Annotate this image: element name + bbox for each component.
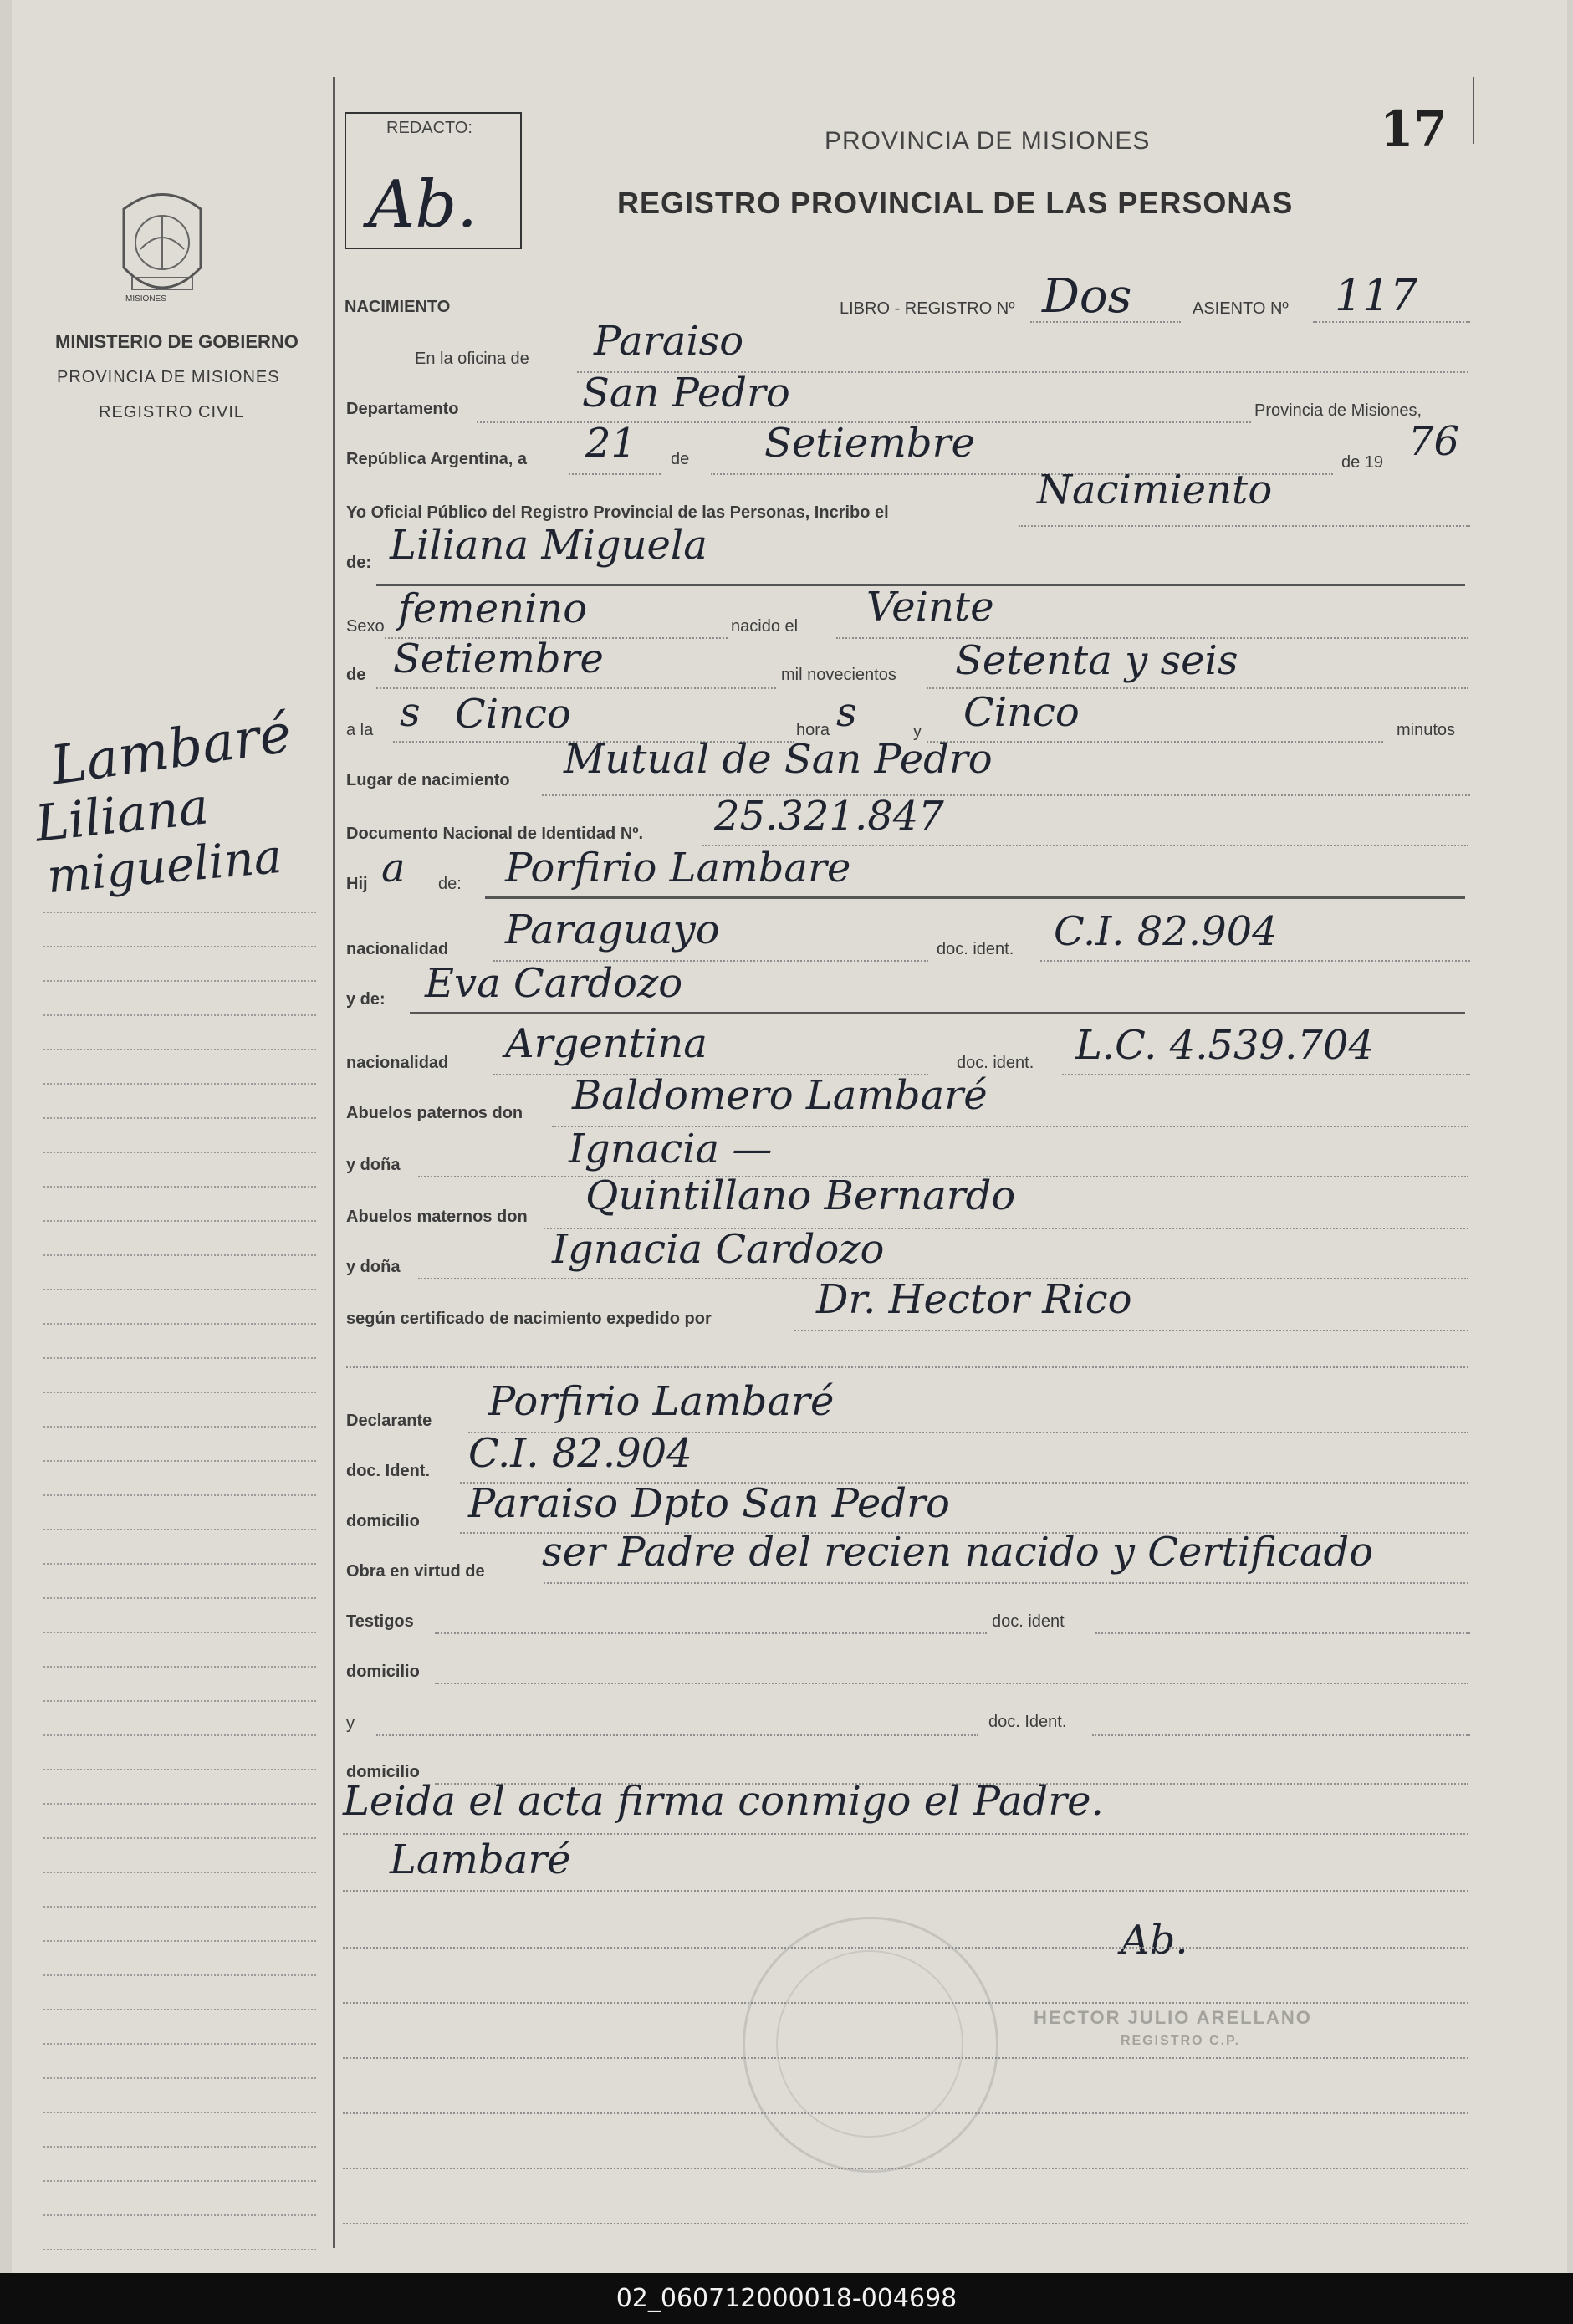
domicilio2-label: domicilio (346, 1663, 420, 1681)
month-value: Setiembre (764, 420, 975, 467)
sexo-value: femenino (398, 585, 588, 632)
field-dotted-line (542, 794, 1470, 796)
margin-ruling (43, 2146, 316, 2148)
testigos-label: Testigos (346, 1612, 414, 1631)
margin-ruling (43, 912, 316, 913)
margin-ruling (43, 2077, 316, 2079)
redacto-initials: Ab. (368, 167, 478, 243)
y-label: y (913, 723, 922, 741)
margin-ruling (43, 1254, 316, 1256)
mother-value: Eva Cardozo (425, 960, 683, 1007)
margin-ruling (43, 1597, 316, 1599)
asiento-label: ASIENTO Nº (1193, 299, 1289, 318)
margin-ruling (43, 1049, 316, 1050)
margin-ruling (43, 1632, 316, 1633)
field-dotted-line (435, 1683, 1468, 1684)
field-dotted-line (1019, 525, 1470, 527)
margin-ruling (43, 2009, 316, 2010)
margin-note-surname: Lambaré (47, 702, 295, 798)
alas-label: a la (346, 721, 374, 739)
certificado-value: Dr. Hector Rico (816, 1276, 1132, 1323)
ydona1-label: y doña (346, 1156, 401, 1174)
field-dotted-line (794, 1330, 1468, 1331)
abuelos-m-label: Abuelos maternos don (346, 1208, 528, 1226)
margin-ruling (43, 1357, 316, 1359)
hij-suffix: a (381, 845, 406, 891)
de2-label: de: (346, 554, 371, 572)
testigos-doc-label: doc. ident (992, 1612, 1065, 1631)
father-value: Porfirio Lambare (505, 845, 851, 891)
field-dotted-line (343, 1890, 1468, 1892)
margin-rule (333, 77, 335, 2248)
field-dotted-line (343, 2168, 1468, 2169)
section-rule (410, 1012, 1465, 1014)
nac1-label: nacionalidad (346, 940, 449, 958)
lugar-label: Lugar de nacimiento (346, 771, 510, 789)
yde-label: y de: (346, 990, 386, 1009)
abuelo-m-value: Quintillano Bernardo (585, 1172, 1016, 1219)
margin-ruling (43, 980, 316, 982)
nacido-value: Veinte (866, 584, 994, 631)
section-rule (485, 896, 1465, 899)
margin-ruling (43, 1529, 316, 1530)
year-label: de 19 (1341, 453, 1384, 472)
field-dotted-line (343, 1833, 1468, 1835)
provincia-label: Provincia de Misiones, (1254, 401, 1422, 420)
de-label: de (671, 450, 690, 468)
doc1-value: C.I. 82.904 (1054, 908, 1278, 955)
field-dotted-line (1040, 960, 1470, 962)
margin-ruling (43, 946, 316, 947)
field-dotted-line (376, 1734, 978, 1736)
official-initials: Ab. (1121, 1917, 1188, 1964)
margin-ruling (43, 1494, 316, 1496)
seal-text: MISIONES (125, 294, 166, 304)
abuelo-p-value: Baldomero Lambaré (572, 1072, 988, 1119)
margin-ruling (43, 1906, 316, 1908)
closing-value: Leida el acta firma conmigo el Padre. (343, 1778, 1104, 1825)
de3-label: de (346, 666, 366, 684)
dni-label: Documento Nacional de Identidad Nº. (346, 825, 644, 843)
docident-value: C.I. 82.904 (468, 1430, 692, 1477)
registry-title: REGISTRO PROVINCIAL DE LAS PERSONAS (617, 186, 1294, 220)
margin-ruling (43, 1700, 316, 1702)
doc3-label: doc. Ident. (988, 1713, 1067, 1731)
hij-de-label: de: (438, 875, 462, 893)
signature-value: Lambaré (390, 1836, 571, 1883)
margin-ruling (43, 1872, 316, 1873)
stamp-name: HECTOR JULIO ARELLANO (1034, 2007, 1312, 2028)
margin-ruling (43, 2112, 316, 2113)
province-title: PROVINCIA DE MISIONES (825, 127, 1151, 155)
page-number: 17 (1380, 100, 1448, 157)
libro-label: LIBRO - REGISTRO Nº (840, 299, 1015, 318)
oficina-label: En la oficina de (415, 350, 529, 368)
sexo-label: Sexo (346, 617, 385, 636)
domicilio-value: Paraiso Dpto San Pedro (468, 1480, 950, 1527)
oficina-value: Paraiso (594, 318, 744, 365)
record-type: NACIMIENTO (345, 298, 451, 316)
docident-label: doc. Ident. (346, 1462, 430, 1480)
nac1-value: Paraguayo (505, 907, 720, 953)
alas-suffix: s (400, 689, 421, 736)
margin-note-middle: miguelina (44, 829, 284, 905)
margin-ruling (43, 1563, 316, 1565)
nac2-label: nacionalidad (346, 1054, 449, 1072)
doc2-value: L.C. 4.539.704 (1075, 1022, 1374, 1069)
margin-ruling (43, 1803, 316, 1805)
margin-ruling (43, 2249, 316, 2250)
margin-ruling (43, 1186, 316, 1188)
margin-ruling (43, 1083, 316, 1085)
day-value: 21 (585, 420, 637, 467)
minutes-value: Cinco (963, 689, 1080, 736)
dni-value: 25.321.847 (714, 793, 944, 840)
stamp-title: REGISTRO C.P. (1121, 2034, 1241, 2048)
coat-of-arms-icon (115, 184, 209, 308)
margin-ruling (43, 2043, 316, 2045)
field-dotted-line (544, 1582, 1468, 1584)
horas-label: hora (796, 721, 830, 739)
domicilio-label: domicilio (346, 1512, 420, 1530)
field-dotted-line (343, 2223, 1468, 2224)
doc1-label: doc. ident. (937, 940, 1014, 958)
declarante-value: Porfirio Lambaré (488, 1378, 835, 1425)
inscribo-value: Nacimiento (1037, 467, 1273, 513)
doc2-label: doc. ident. (957, 1054, 1034, 1072)
field-dotted-line (376, 687, 776, 689)
document-code: 02_060712000018-004698 (0, 2273, 1573, 2324)
minutos-label: minutos (1397, 721, 1456, 739)
hij-label: Hij (346, 875, 368, 893)
departamento-label: Departamento (346, 400, 459, 418)
field-dotted-line (1095, 1632, 1470, 1634)
horas-suffix: s (836, 689, 857, 736)
departamento-value: San Pedro (582, 370, 790, 416)
y2-label: y (346, 1714, 355, 1733)
margin-ruling (43, 1152, 316, 1153)
oficial-label: Yo Oficial Público del Registro Provincial de las Personas, Incribo el (346, 503, 889, 522)
field-dotted-line (1062, 1074, 1470, 1075)
margin-ruling (43, 1769, 316, 1770)
margin-ruling (43, 1974, 316, 1976)
field-dotted-line (569, 473, 661, 475)
abuelos-p-label: Abuelos paternos don (346, 1104, 523, 1122)
mil-label: mil novecientos (781, 666, 896, 684)
margin-ruling (43, 1014, 316, 1016)
nac2-value: Argentina (505, 1020, 707, 1067)
field-dotted-line (346, 1366, 1468, 1368)
domicilio3-label: domicilio (346, 1763, 420, 1781)
margin-ruling (43, 1117, 316, 1119)
margin-ruling (43, 1289, 316, 1290)
ydona2-label: y doña (346, 1258, 401, 1276)
margin-ruling (43, 1426, 316, 1428)
nacido-label: nacido el (731, 617, 799, 636)
page-number-rule (1473, 77, 1474, 144)
certificado-label: según certificado de nacimiento expedido por (346, 1310, 712, 1328)
margin-ruling (43, 1940, 316, 1942)
obra-label: Obra en virtud de (346, 1562, 485, 1581)
month2-value: Setiembre (393, 636, 604, 682)
field-dotted-line (435, 1632, 987, 1634)
lugar-value: Mutual de San Pedro (564, 736, 993, 783)
republica-label: República Argentina, a (346, 450, 527, 468)
redacto-label: REDACTO: (386, 119, 472, 137)
declarante-label: Declarante (346, 1412, 432, 1430)
year-words-value: Setenta y seis (955, 637, 1238, 684)
margin-ruling (43, 1220, 316, 1222)
margin-ruling (43, 1837, 316, 1839)
field-dotted-line (1092, 1734, 1470, 1736)
ministry-province: PROVINCIA DE MISIONES (57, 368, 280, 386)
margin-ruling (43, 1460, 316, 1462)
abuela-m-value: Ignacia Cardozo (552, 1226, 885, 1273)
margin-ruling (43, 1734, 316, 1736)
margin-ruling (43, 1392, 316, 1393)
name-value: Liliana Miguela (390, 522, 707, 569)
hour-value: Cinco (455, 691, 571, 738)
year-value: 76 (1408, 418, 1460, 465)
libro-value: Dos (1042, 269, 1132, 324)
obra-value: ser Padre del recien nacido y Certificado (542, 1529, 1374, 1576)
asiento-value: 117 (1335, 271, 1418, 321)
margin-ruling (43, 1323, 316, 1325)
margin-note-name: Liliana (32, 777, 212, 854)
margin-ruling (43, 2180, 316, 2182)
ministry-name: MINISTERIO DE GOBIERNO (55, 331, 299, 352)
field-dotted-line (927, 741, 1383, 743)
ministry-registry: REGISTRO CIVIL (99, 403, 245, 421)
margin-ruling (43, 1666, 316, 1668)
abuela-p-value: Ignacia — (569, 1126, 773, 1172)
margin-ruling (43, 2214, 316, 2216)
